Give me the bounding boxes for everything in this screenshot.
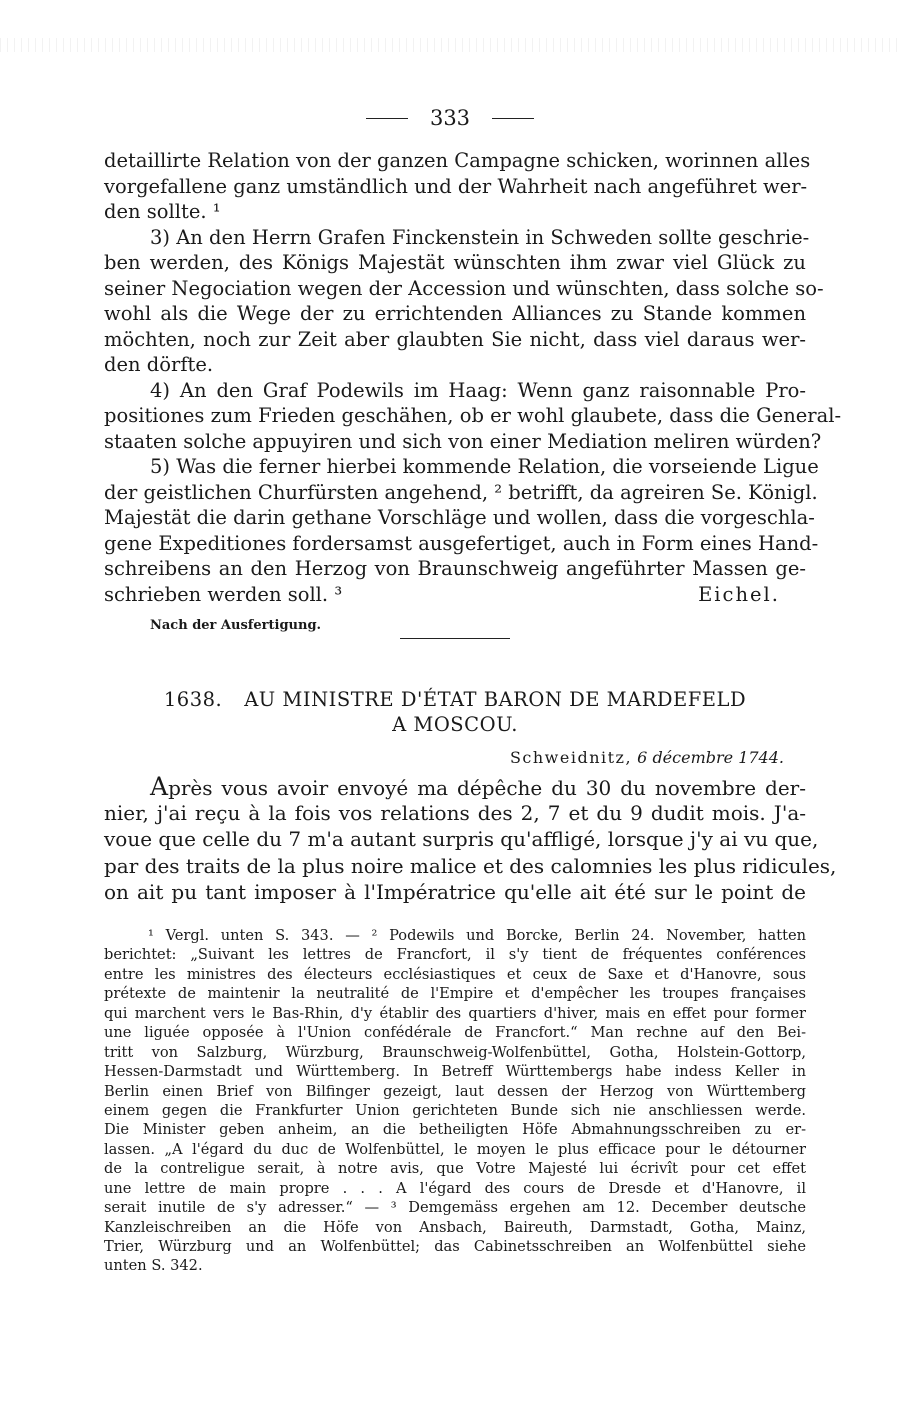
text-line: detaillirte Relation von der ganzen Campagne schicken, worinnen alles: [104, 149, 811, 172]
footnote-line: une liguée opposée à l'Union confédérale de Francfort.“ Man rechne auf den Bei-: [104, 1024, 806, 1042]
footnote-line: serait inutile de s'y adresser.“ — ³ Demgemäss ergehen am 12. December deutsche: [104, 1199, 806, 1217]
text-line: par des traits de la plus noire malice et des calomnies les plus ridicules,: [104, 853, 837, 878]
footnote-line: lassen. „A l'égard du duc de Wolfenbüttel, le moyen le plus efficace pour le détourner: [104, 1140, 806, 1158]
text-line: positiones zum Frieden geschähen, ob er wohl glaubete, dass die General-: [104, 404, 842, 427]
footnote-line: une lettre de main propre . . . A l'égard des cours de Dresde et d'Hanovre, il: [104, 1179, 806, 1197]
letter-first-line: [104, 774, 806, 800]
text-line: 4) An den Graf Podewils im Haag: Wenn ganz raisonnable Pro-: [150, 378, 806, 402]
footnote-line: Kanzleischreiben an die Höfe von Ansbach, Baireuth, Darmstadt, Gotha, Mainz,: [104, 1218, 806, 1236]
letter-body: [104, 772, 837, 905]
date: 6 décembre 1744.: [637, 748, 784, 767]
footnote-line: berichtet: „Suivant les lettres de Francfort, il s'y tient de fréquentes conférences: [104, 946, 806, 964]
scan-noise: [0, 38, 900, 52]
text-line: gene Expeditiones fordersamst ausgefertiget, auch in Form eines Hand-: [104, 531, 819, 555]
footnote-line: ¹ Vergl. unten S. 343. — ² Podewils und Borcke, Berlin 24. November, hatten: [148, 927, 806, 944]
text-line: staaten solche appuyiren und sich von einer Mediation meliren würden?: [104, 429, 822, 453]
text-line: 3) An den Herrn Grafen Finckenstein in Schweden sollte geschrie-: [150, 225, 810, 249]
text-line: schreibens an den Herzog von Braunschweig angeführter Massen ge-: [104, 557, 806, 580]
text-line: wohl als die Wege der zu errichtenden Alliances zu Stande kommen: [104, 302, 806, 325]
closing-line: [104, 582, 806, 608]
footnote-line: unten S. 342.: [104, 1257, 203, 1275]
footnote-line: Hessen-Darmstadt und Württemberg. In Betreff Württembergs habe indess Keller in: [104, 1063, 806, 1081]
heading-line-1: AU MINISTRE D'ÉTAT BARON DE MARDEFELD: [244, 688, 747, 711]
heading-line-2-row: [104, 713, 806, 736]
text-line: Majestät die darin gethane Vorschläge und wollen, dass die vorgeschla-: [104, 506, 815, 529]
text-line: voue que celle du 7 m'a autant surpris qu'affligé, lorsque j'y ai vu que,: [104, 827, 819, 852]
document-heading: [104, 688, 806, 711]
document-number: 1638.: [163, 688, 223, 711]
text-line: 5) Was die ferner hierbei kommende Relation, die vorseiende Ligue: [150, 455, 819, 478]
header-dash-right: [492, 118, 534, 119]
source-note: Nach der Ausfertigung.: [150, 618, 322, 633]
footnote-line: Die Minister geben anheim, an die betheiligten Höfe Abmahnungsschreiben zu er-: [104, 1121, 806, 1139]
text-line: den sollte. ¹: [104, 200, 221, 223]
footnote-line: prétexte de maintenir la neutralité de l'Empire et d'empêcher les troupes françaises: [104, 985, 806, 1003]
place-date: [104, 748, 784, 767]
text-line: seiner Negociation wegen der Accession und wünschten, dass solche so-: [104, 276, 824, 300]
footnote-line: Berlin einen Brief von Bilfinger gezeigt, laut dessen der Herzog von Württemberg: [104, 1082, 806, 1100]
text-line: der geistlichen Churfürsten angehend, ² betrifft, da agreiren Se. Königl.: [104, 480, 818, 504]
page-header: [0, 106, 900, 130]
footnotes: [104, 926, 806, 1276]
text-line: nier, j'ai reçu à la fois vos relations des 2, 7 et du 9 dudit mois. J'a-: [104, 801, 806, 826]
header-dash-left: [366, 118, 408, 119]
footnote-line: Trier, Würzburg und an Wolfenbüttel; das Cabinetsschreiben an Wolfenbüttel siehe: [104, 1238, 806, 1255]
text-line: vorgefallene ganz umständlich und der Wahrheit nach angeführet wer-: [104, 174, 808, 198]
footnote-line: qui marchent vers le Bas-Rhin, d'y établir des quartiers d'hiver, mais en effet pour former: [104, 1004, 806, 1022]
footnote-line: einem gegen die Frankfurter Union gerichteten Bunde sich nie anschliessen werde.: [104, 1101, 806, 1119]
signature: Eichel.: [698, 582, 780, 606]
place: Schweidnitz,: [509, 748, 633, 767]
footnote-line: entre les ministres des électeurs ecclésiastiques et ceux de Saxe et d'Hanovre, sous: [104, 965, 806, 983]
text-line: près vous avoir envoyé ma dépêche du 30 du novembre der-: [168, 776, 806, 800]
text-line: ben werden, des Königs Majestät wünschten ihm zwar viel Glück zu: [104, 251, 806, 274]
footnote-line: tritt von Salzburg, Würzburg, Braunschweig-Wolfenbüttel, Gotha, Holstein-Gottorp,: [104, 1043, 806, 1061]
text-line: schrieben werden soll. ³: [104, 582, 343, 606]
section-divider: [400, 638, 510, 639]
text-line: möchten, noch zur Zeit aber glaubten Sie nicht, dass viel daraus wer-: [104, 327, 806, 351]
text-line: den dörfte.: [104, 353, 214, 376]
main-body-text: [104, 148, 842, 607]
heading-line-2: A MOSCOU.: [392, 713, 518, 736]
text-line: on ait pu tant imposer à l'Impératrice qu'elle ait été sur le point de: [104, 879, 806, 904]
page-number: 333: [429, 106, 471, 130]
footnote-line: de la contreligue serait, à notre avis, que Votre Majesté lui écrivît pour cet effet: [104, 1160, 806, 1178]
drop-initial: A: [150, 772, 169, 801]
